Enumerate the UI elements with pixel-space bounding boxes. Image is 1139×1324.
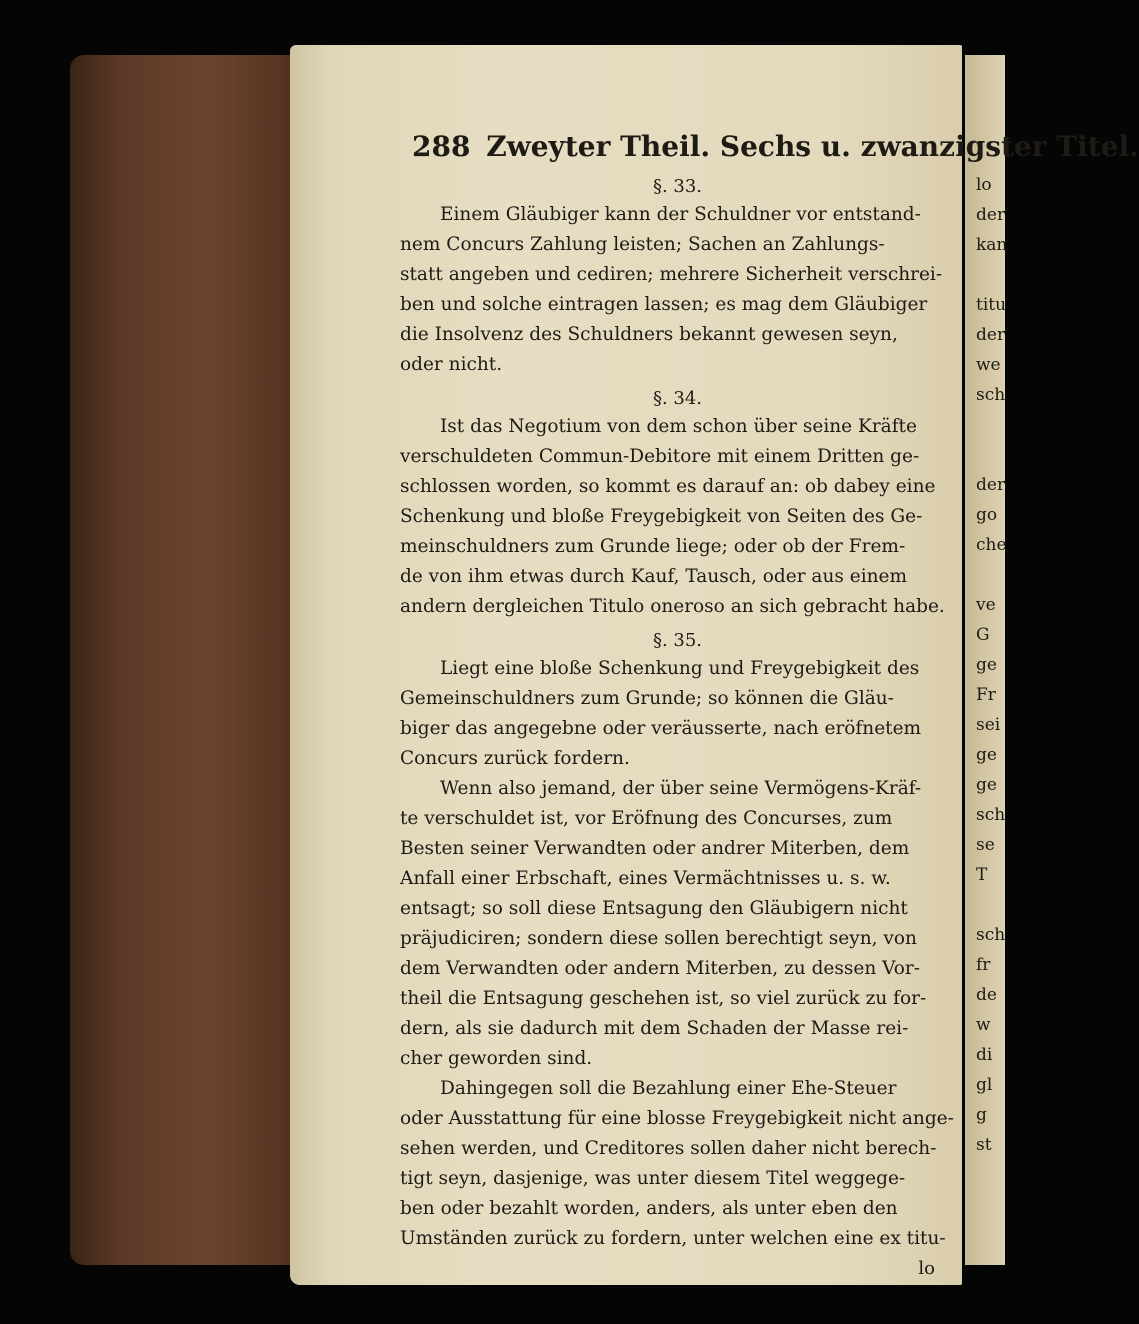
facing-page-fragment: w bbox=[976, 1015, 991, 1035]
page-number: 288 bbox=[412, 130, 471, 163]
facing-page-fragment bbox=[976, 440, 1004, 470]
text-line: sehen werden, und Creditores sollen daher nicht berech- bbox=[400, 1138, 937, 1159]
facing-page-fragment: G bbox=[976, 625, 990, 645]
facing-page-fragment: di bbox=[976, 1045, 993, 1065]
facing-page-fragment: titu bbox=[976, 295, 1007, 315]
text-line: theil die Entsagung geschehen ist, so viel zurück zu for- bbox=[400, 988, 927, 1009]
text-line: biger das angegebne oder veräusserte, nach eröfnetem bbox=[400, 718, 922, 739]
text-line: Schenkung und bloße Freygebigkeit von Seiten des Ge- bbox=[400, 506, 923, 527]
facing-page-fragment: ge bbox=[976, 655, 997, 675]
facing-page-fragment: gl bbox=[976, 1075, 993, 1095]
facing-page-fragment: go bbox=[976, 505, 998, 525]
facing-page-fragment: we bbox=[976, 355, 1001, 375]
facing-page-fragment: der bbox=[976, 325, 1006, 345]
text-line: de von ihm etwas durch Kauf, Tausch, oder aus einem bbox=[400, 566, 908, 587]
facing-page-fragment: sch bbox=[976, 385, 1006, 405]
paragraph bbox=[400, 412, 955, 622]
facing-page-text bbox=[976, 170, 1008, 1160]
paragraph bbox=[400, 774, 955, 1074]
paragraph bbox=[400, 1074, 955, 1254]
running-head bbox=[412, 130, 1139, 164]
catchword: lo bbox=[918, 1258, 935, 1279]
text-line: oder Ausstattung für eine blosse Freygebigkeit nicht ange- bbox=[400, 1108, 954, 1129]
text-line: meinschuldners zum Grunde liege; oder ob der Frem- bbox=[400, 536, 906, 557]
text-line: ben oder bezahlt worden, anders, als unter eben den bbox=[400, 1198, 898, 1219]
text-line: die Insolvenz des Schuldners bekannt gewesen seyn, bbox=[400, 324, 898, 345]
section-number: §. 33. bbox=[652, 176, 703, 197]
facing-page-fragment: lo bbox=[976, 175, 992, 195]
facing-page-fragment: kan bbox=[976, 235, 1008, 255]
text-line: nem Concurs Zahlung leisten; Sachen an Zahlungs- bbox=[400, 234, 885, 255]
text-line: dem Verwandten oder andern Miterben, zu dessen Vor- bbox=[400, 958, 921, 979]
page-text bbox=[400, 130, 1139, 1279]
text-line: statt angeben und cediren; mehrere Sicherheit verschrei- bbox=[400, 264, 943, 285]
text-line: Umständen zurück zu fordern, unter welchen eine ex titu- bbox=[400, 1228, 946, 1249]
facing-page-fragment: st bbox=[976, 1135, 992, 1155]
text-line: ben und solche eintragen lassen; es mag dem Gläubiger bbox=[400, 294, 928, 315]
facing-page-fragment: sei bbox=[976, 715, 1001, 735]
facing-page-fragment: ge bbox=[976, 775, 997, 795]
text-line: Gemeinschuldners zum Grunde; so können die Gläu- bbox=[400, 688, 894, 709]
facing-page-fragment bbox=[976, 560, 1004, 590]
paragraph bbox=[400, 200, 955, 380]
text-line: Liegt eine bloße Schenkung und Freygebigkeit des bbox=[440, 658, 920, 679]
text-line: Concurs zurück fordern. bbox=[400, 748, 630, 769]
facing-page-fragment: fr bbox=[976, 955, 991, 975]
facing-page-fragment: der bbox=[976, 205, 1006, 225]
facing-page-fragment bbox=[976, 890, 1004, 920]
section-number: §. 35. bbox=[652, 630, 703, 651]
facing-page-fragment: Fr bbox=[976, 685, 996, 705]
facing-page-fragment bbox=[976, 410, 1004, 440]
text-line: tigt seyn, dasjenige, was unter diesem Titel weggege- bbox=[400, 1168, 906, 1189]
facing-page-fragment: ve bbox=[976, 595, 996, 615]
facing-page-fragment bbox=[976, 260, 1004, 290]
text-line: Ist das Negotium von dem schon über seine Kräfte bbox=[440, 416, 917, 437]
text-line: te verschuldet ist, vor Eröfnung des Concurses, zum bbox=[400, 808, 893, 829]
facing-page-fragment: T bbox=[976, 865, 988, 885]
text-line: schlossen worden, so kommt es darauf an: ob dabey eine bbox=[400, 476, 936, 497]
facing-page-fragment: g bbox=[976, 1105, 987, 1125]
text-line: verschuldeten Commun-Debitore mit einem Dritten ge- bbox=[400, 446, 920, 467]
facing-page-fragment: der bbox=[976, 475, 1006, 495]
facing-page-fragment: de bbox=[976, 985, 997, 1005]
facing-page-fragment: che bbox=[976, 535, 1007, 555]
text-line: Dahingegen soll die Bezahlung einer Ehe-Steuer bbox=[440, 1078, 897, 1099]
facing-page-fragment: sch bbox=[976, 805, 1006, 825]
text-line: Anfall einer Erbschaft, eines Vermächtnisses u. s. w. bbox=[400, 868, 891, 889]
facing-page-fragment: se bbox=[976, 835, 995, 855]
text-line: präjudiciren; sondern diese sollen berechtigt seyn, von bbox=[400, 928, 917, 949]
facing-page-fragment: sch bbox=[976, 925, 1006, 945]
text-line: entsagt; so soll diese Entsagung den Gläubigern nicht bbox=[400, 898, 908, 919]
text-line: dern, als sie dadurch mit dem Schaden der Masse rei- bbox=[400, 1018, 909, 1039]
sections bbox=[400, 174, 955, 1254]
text-line: Wenn also jemand, der über seine Vermögens-Kräf- bbox=[440, 778, 922, 799]
text-line: oder nicht. bbox=[400, 354, 503, 375]
paragraph bbox=[400, 654, 955, 774]
text-line: cher geworden sind. bbox=[400, 1048, 593, 1069]
text-line: andern dergleichen Titulo oneroso an sich gebracht habe. bbox=[400, 596, 945, 617]
text-line: Besten seiner Verwandten oder andrer Miterben, dem bbox=[400, 838, 910, 859]
page-edges bbox=[70, 55, 320, 1265]
text-line: Einem Gläubiger kann der Schuldner vor entstand- bbox=[440, 204, 921, 225]
facing-page-fragment: ge bbox=[976, 745, 997, 765]
section-number: §. 34. bbox=[652, 388, 703, 409]
running-head-title: Zweyter Theil. Sechs u. zwanzigster Titel. bbox=[486, 130, 1139, 163]
